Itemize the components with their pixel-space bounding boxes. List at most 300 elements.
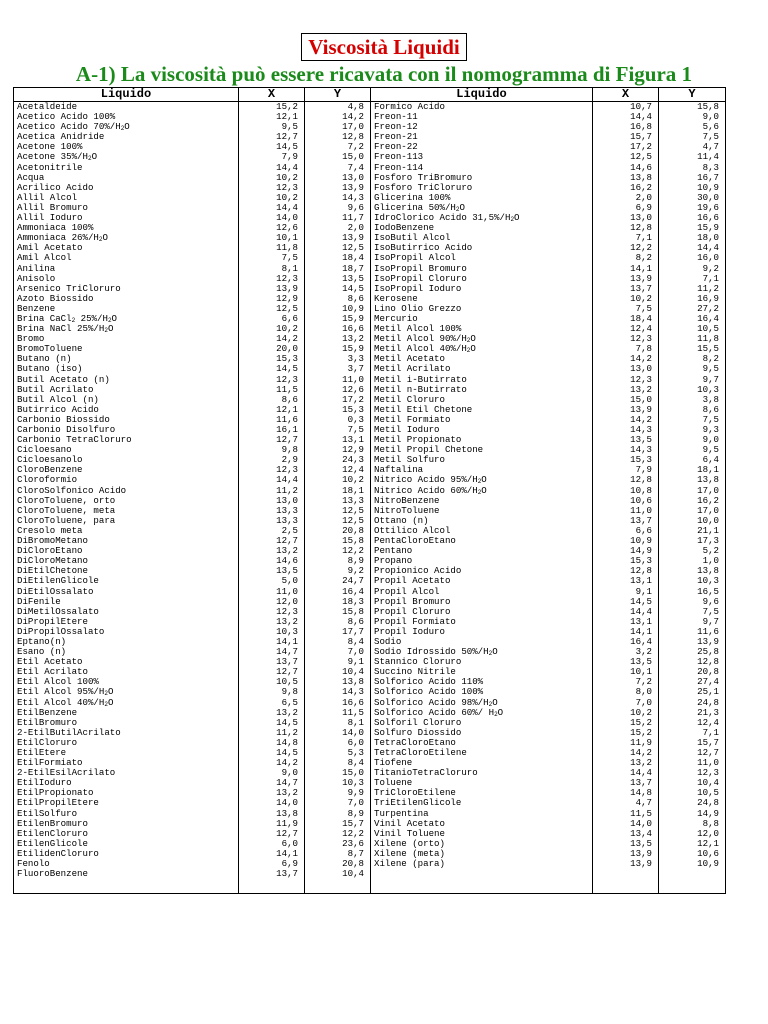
- y-value: 7,5: [659, 607, 726, 617]
- liquid-name: Propil Acetato: [371, 576, 593, 586]
- liquid-name: Acqua: [14, 173, 239, 183]
- liquid-name: Ottano (n): [371, 516, 593, 526]
- table-row: [14, 264, 726, 274]
- y-value: 8,3: [659, 163, 726, 173]
- table-row: [14, 869, 726, 894]
- y-value: 17,0: [305, 122, 371, 132]
- table-row: [14, 657, 726, 667]
- liquid-name: Allil Alcol: [14, 193, 239, 203]
- x-value: 15,3: [593, 556, 659, 566]
- liquid-name: Acetonitrile: [14, 163, 239, 173]
- liquid-name: TetraCloroEtano: [371, 738, 593, 748]
- liquid-name: Propil Cloruro: [371, 607, 593, 617]
- x-value: 7,0: [593, 698, 659, 708]
- table-row: [14, 667, 726, 677]
- liquid-name: Fosforo TriBromuro: [371, 173, 593, 183]
- liquid-name: EtilPropionato: [14, 788, 239, 798]
- x-value: 14,4: [593, 768, 659, 778]
- y-value: 13,8: [305, 677, 371, 687]
- liquid-name: Etil Acetato: [14, 657, 239, 667]
- table-row: [14, 788, 726, 798]
- liquid-name: Succino Nitrile: [371, 667, 593, 677]
- x-value: 14,4: [239, 163, 305, 173]
- y-value: 13,0: [305, 173, 371, 183]
- x-value: 12,0: [239, 597, 305, 607]
- liquid-name: Metil Formiato: [371, 415, 593, 425]
- liquid-name: Etil Alcol $40\%/H_2O$: [14, 698, 239, 708]
- y-value: 11,7: [305, 213, 371, 223]
- liquid-name: Acetico Acido $70\%/H_2O$: [14, 122, 239, 132]
- x-value: 13,1: [593, 576, 659, 586]
- table-row: [14, 314, 726, 324]
- table-row: [14, 445, 726, 455]
- y-value: 12,9: [305, 445, 371, 455]
- table-row: [14, 183, 726, 193]
- y-value: 15,0: [305, 768, 371, 778]
- liquid-name: Etil Acrilato: [14, 667, 239, 677]
- y-value: 10,2: [305, 475, 371, 485]
- x-value: 15,0: [593, 395, 659, 405]
- x-value: 8,1: [239, 264, 305, 274]
- liquid-name: Kerosene: [371, 294, 593, 304]
- x-value: 12,8: [593, 475, 659, 485]
- y-value: 10,9: [305, 304, 371, 314]
- liquid-name: Fenolo: [14, 859, 239, 869]
- y-value: 17,0: [659, 486, 726, 496]
- liquid-name: Benzene: [14, 304, 239, 314]
- x-value: 12,1: [239, 112, 305, 122]
- y-value: 12,5: [305, 243, 371, 253]
- table-row: [14, 486, 726, 496]
- y-value: 8,9: [305, 809, 371, 819]
- y-value: 10,4: [305, 869, 371, 894]
- y-value: 16,4: [659, 314, 726, 324]
- y-value: 12,2: [305, 546, 371, 556]
- table-row: [14, 425, 726, 435]
- liquid-name: EtilBromuro: [14, 718, 239, 728]
- x-value: 12,4: [593, 324, 659, 334]
- liquid-name: EtilFormiato: [14, 758, 239, 768]
- liquid-name: Glicerina 100%: [371, 193, 593, 203]
- liquid-name: Butil Acrilato: [14, 385, 239, 395]
- liquid-name: CloroToluene, para: [14, 516, 239, 526]
- y-value: 9,2: [305, 566, 371, 576]
- liquid-name: Freon-11: [371, 112, 593, 122]
- liquid-name: Amil Alcol: [14, 253, 239, 263]
- liquid-name: Sodio Idrossido $50\%/H_2O$: [371, 647, 593, 657]
- liquid-name: EtilIoduro: [14, 778, 239, 788]
- x-value: 12,3: [239, 465, 305, 475]
- table-row: [14, 163, 726, 173]
- table-row: [14, 819, 726, 829]
- table-row: [14, 415, 726, 425]
- x-value: 14,0: [239, 798, 305, 808]
- x-value: 12,7: [239, 435, 305, 445]
- y-value: 13,5: [305, 274, 371, 284]
- liquid-name: Brina NaCl $25\%/H_2O$: [14, 324, 239, 334]
- y-value: 10,9: [659, 183, 726, 193]
- liquid-name: Fosforo TriCloruro: [371, 183, 593, 193]
- y-value: 11,2: [659, 284, 726, 294]
- y-value: 18,7: [305, 264, 371, 274]
- y-value: 16,6: [659, 213, 726, 223]
- y-value: 9,1: [305, 657, 371, 667]
- liquid-name: Carbonio TetraCloruro: [14, 435, 239, 445]
- y-value: 7,5: [659, 415, 726, 425]
- liquid-name: Turpentina: [371, 809, 593, 819]
- x-value: 13,0: [593, 213, 659, 223]
- x-value: 14,7: [239, 647, 305, 657]
- x-value: 14,1: [239, 637, 305, 647]
- x-value: 11,2: [239, 486, 305, 496]
- table-row: [14, 455, 726, 465]
- table-row: [14, 526, 726, 536]
- table-row: [14, 344, 726, 354]
- x-value: 2,5: [239, 526, 305, 536]
- x-value: 9,0: [239, 768, 305, 778]
- y-value: 12,4: [305, 465, 371, 475]
- liquid-name: Metil Propil Chetone: [371, 445, 593, 455]
- liquid-name: Brina CaCl$_2$ $25\%/H_2O$: [14, 314, 239, 324]
- liquid-name: IsoPropil Bromuro: [371, 264, 593, 274]
- table-row: [14, 647, 726, 657]
- x-value: 14,1: [593, 627, 659, 637]
- x-value: 14,5: [239, 142, 305, 152]
- liquid-name: CloroToluene, meta: [14, 506, 239, 516]
- liquid-name: EtilEtere: [14, 748, 239, 758]
- x-value: 10,9: [593, 536, 659, 546]
- y-value: 12,3: [659, 768, 726, 778]
- x-value: 14,5: [239, 718, 305, 728]
- liquid-name: Sodio: [371, 637, 593, 647]
- x-value: 11,9: [239, 819, 305, 829]
- liquid-name: Formico Acido: [371, 102, 593, 113]
- x-value: 13,2: [239, 788, 305, 798]
- table-row: [14, 435, 726, 445]
- y-value: 14,5: [305, 284, 371, 294]
- x-value: 12,7: [239, 829, 305, 839]
- liquid-name: Carbonio Biossido: [14, 415, 239, 425]
- liquid-name: DiEtilenGlicole: [14, 576, 239, 586]
- x-value: 3,2: [593, 647, 659, 657]
- table-row: [14, 506, 726, 516]
- x-value: 16,4: [593, 637, 659, 647]
- y-value: 15,3: [305, 405, 371, 415]
- table-row: [14, 304, 726, 314]
- liquid-name: Butil Acetato (n): [14, 375, 239, 385]
- y-value: 12,2: [305, 829, 371, 839]
- x-value: 7,1: [593, 233, 659, 243]
- x-value: 12,5: [239, 304, 305, 314]
- liquid-name: Metil Alcol $40\%/H_2O$: [371, 344, 593, 354]
- x-value: 11,9: [593, 738, 659, 748]
- y-value: 16,2: [659, 496, 726, 506]
- liquid-name: Metil Ioduro: [371, 425, 593, 435]
- y-value: 10,3: [659, 385, 726, 395]
- y-value: 8,1: [305, 718, 371, 728]
- x-value: 12,1: [239, 405, 305, 415]
- liquid-name: Allil Ioduro: [14, 213, 239, 223]
- y-value: 13,9: [305, 183, 371, 193]
- table-row: [14, 193, 726, 203]
- x-value: 12,3: [239, 375, 305, 385]
- x-value: 13,2: [239, 546, 305, 556]
- table-row: [14, 809, 726, 819]
- table-row: [14, 829, 726, 839]
- header-row: [14, 88, 726, 102]
- y-value: 9,3: [659, 425, 726, 435]
- liquid-name: TitanioTetraCloruro: [371, 768, 593, 778]
- table-row: [14, 718, 726, 728]
- y-value: 8,7: [305, 849, 371, 859]
- y-value: 14,2: [305, 112, 371, 122]
- y-value: 1,0: [659, 556, 726, 566]
- y-value: 15,7: [659, 738, 726, 748]
- table-row: [14, 375, 726, 385]
- liquid-name: Butano (iso): [14, 364, 239, 374]
- liquid-name: Tiofene: [371, 758, 593, 768]
- liquid-name: Metil Cloruro: [371, 395, 593, 405]
- liquid-name: Acetaldeide: [14, 102, 239, 113]
- liquid-name: Toluene: [371, 778, 593, 788]
- table-row: [14, 546, 726, 556]
- x-value: 15,2: [593, 728, 659, 738]
- y-value: 30,0: [659, 193, 726, 203]
- table-row: [14, 395, 726, 405]
- liquid-name: Eptano(n): [14, 637, 239, 647]
- x-value: 10,2: [239, 173, 305, 183]
- table-row: [14, 728, 726, 738]
- y-value: 11,0: [659, 758, 726, 768]
- x-value: 12,7: [239, 132, 305, 142]
- liquid-name: TriCloroEtilene: [371, 788, 593, 798]
- header-y-left: Y: [305, 88, 371, 102]
- y-value: 12,4: [659, 718, 726, 728]
- x-value: 15,7: [593, 132, 659, 142]
- x-value: 9,1: [593, 587, 659, 597]
- liquid-name: Anilina: [14, 264, 239, 274]
- liquid-name: Solfuro Diossido: [371, 728, 593, 738]
- liquid-name: EtilPropilEtere: [14, 798, 239, 808]
- y-value: 13,8: [659, 475, 726, 485]
- table-row: [14, 324, 726, 334]
- table-row: [14, 173, 726, 183]
- liquid-name: Etil Alcol 100%: [14, 677, 239, 687]
- y-value: 10,5: [659, 788, 726, 798]
- x-value: 9,8: [239, 445, 305, 455]
- liquid-name: Allil Bromuro: [14, 203, 239, 213]
- liquid-name: EtilenCloruro: [14, 829, 239, 839]
- x-value: 14,5: [239, 748, 305, 758]
- x-value: 18,4: [593, 314, 659, 324]
- x-value: 7,5: [593, 304, 659, 314]
- y-value: 20,8: [659, 667, 726, 677]
- x-value: 6,6: [593, 526, 659, 536]
- liquid-name: Nitrico Acido $95\%/H_2O$: [371, 475, 593, 485]
- x-value: 14,0: [593, 819, 659, 829]
- liquid-name: DiFenile: [14, 597, 239, 607]
- liquid-name: Freon-21: [371, 132, 593, 142]
- liquid-name: Amil Acetato: [14, 243, 239, 253]
- x-value: 20,0: [239, 344, 305, 354]
- table-row: [14, 708, 726, 718]
- table-row: [14, 354, 726, 364]
- x-value: 14,3: [593, 445, 659, 455]
- x-value: 10,3: [239, 627, 305, 637]
- x-value: 14,8: [593, 788, 659, 798]
- x-value: 13,0: [239, 496, 305, 506]
- table-row: [14, 516, 726, 526]
- table-body: [14, 102, 726, 894]
- table-row: [14, 496, 726, 506]
- table-row: [14, 274, 726, 284]
- liquid-name: IsoButil Alcol: [371, 233, 593, 243]
- table-row: [14, 142, 726, 152]
- x-value: 14,7: [239, 778, 305, 788]
- table-row: [14, 243, 726, 253]
- x-value: 7,9: [593, 465, 659, 475]
- liquid-name: DiBromoMetano: [14, 536, 239, 546]
- x-value: 10,5: [239, 677, 305, 687]
- y-value: 9,0: [659, 435, 726, 445]
- liquid-name: Bromo: [14, 334, 239, 344]
- x-value: 13,2: [593, 385, 659, 395]
- liquid-name: Ammoniaca $26\%/H_2O$: [14, 233, 239, 243]
- x-value: 6,6: [239, 314, 305, 324]
- liquid-name: Metil Solfuro: [371, 455, 593, 465]
- x-value: 12,3: [239, 274, 305, 284]
- liquid-name: Pentano: [371, 546, 593, 556]
- x-value: 13,3: [239, 516, 305, 526]
- y-value: 18,4: [305, 253, 371, 263]
- liquid-name: [371, 869, 593, 894]
- x-value: 14,4: [593, 112, 659, 122]
- liquid-name: BromoToluene: [14, 344, 239, 354]
- y-value: 15,9: [659, 223, 726, 233]
- liquid-name: Propil Formiato: [371, 617, 593, 627]
- liquid-name: Solforil Cloruro: [371, 718, 593, 728]
- table-row: [14, 849, 726, 859]
- y-value: 16,0: [659, 253, 726, 263]
- y-value: 9,2: [659, 264, 726, 274]
- x-value: 13,7: [239, 657, 305, 667]
- liquid-name: Esano (n): [14, 647, 239, 657]
- table-row: [14, 253, 726, 263]
- table-row: [14, 122, 726, 132]
- table-row: [14, 617, 726, 627]
- table-row: [14, 334, 726, 344]
- liquid-name: Cicloesano: [14, 445, 239, 455]
- y-value: 21,1: [659, 526, 726, 536]
- x-value: 11,0: [593, 506, 659, 516]
- x-value: 10,2: [239, 324, 305, 334]
- header-x-left: X: [239, 88, 305, 102]
- x-value: 10,2: [239, 193, 305, 203]
- y-value: 18,0: [659, 233, 726, 243]
- liquid-name: Xilene (orto): [371, 839, 593, 849]
- x-value: 13,1: [593, 617, 659, 627]
- x-value: 2,9: [239, 455, 305, 465]
- y-value: 15,7: [305, 819, 371, 829]
- y-value: 8,6: [305, 294, 371, 304]
- x-value: 11,2: [239, 728, 305, 738]
- y-value: 10,9: [659, 859, 726, 869]
- y-value: 9,5: [659, 445, 726, 455]
- x-value: 10,2: [593, 708, 659, 718]
- y-value: 20,8: [305, 859, 371, 869]
- y-value: 7,1: [659, 728, 726, 738]
- page-title: Viscosità Liquidi: [301, 33, 467, 61]
- y-value: 8,6: [659, 405, 726, 415]
- liquid-name: Anisolo: [14, 274, 239, 284]
- x-value: 12,6: [239, 223, 305, 233]
- x-value: 13,9: [593, 405, 659, 415]
- liquid-name: Arsenico TriCloruro: [14, 284, 239, 294]
- liquid-name: Cloroformio: [14, 475, 239, 485]
- x-value: 14,5: [593, 597, 659, 607]
- x-value: 14,3: [593, 425, 659, 435]
- liquid-name: 2-EtilButilAcrilato: [14, 728, 239, 738]
- liquid-name: 2-EtilEsilAcrilato: [14, 768, 239, 778]
- x-value: 14,2: [239, 758, 305, 768]
- liquid-name: Butil Alcol (n): [14, 395, 239, 405]
- y-value: 15,8: [305, 607, 371, 617]
- table-header: [14, 88, 726, 102]
- x-value: 13,2: [593, 758, 659, 768]
- y-value: 3,7: [305, 364, 371, 374]
- y-value: 9,0: [659, 112, 726, 122]
- liquid-name: Ammoniaca 100%: [14, 223, 239, 233]
- header-liquido-left: Liquido: [14, 88, 239, 102]
- x-value: 14,8: [239, 738, 305, 748]
- liquid-name: Azoto Biossido: [14, 294, 239, 304]
- liquid-name: Mercurio: [371, 314, 593, 324]
- table-row: [14, 294, 726, 304]
- liquid-name: Solforico Acido $98\%/H_2O$: [371, 698, 593, 708]
- table-row: [14, 556, 726, 566]
- y-value: 9,7: [659, 617, 726, 627]
- x-value: 14,6: [593, 163, 659, 173]
- y-value: 18,3: [305, 597, 371, 607]
- page-subtitle: A-1) La viscosità può essere ricavata con il nomogramma di Figura 1: [75, 62, 693, 86]
- x-value: 12,3: [593, 375, 659, 385]
- y-value: 8,6: [305, 617, 371, 627]
- x-value: 13,8: [239, 809, 305, 819]
- liquid-name: DiEtilChetone: [14, 566, 239, 576]
- y-value: 3,3: [305, 354, 371, 364]
- y-value: 10,4: [659, 778, 726, 788]
- x-value: 15,3: [239, 354, 305, 364]
- y-value: 23,6: [305, 839, 371, 849]
- y-value: 25,1: [659, 687, 726, 697]
- table-row: [14, 687, 726, 697]
- x-value: 6,0: [239, 839, 305, 849]
- y-value: 10,6: [659, 849, 726, 859]
- y-value: 12,7: [659, 748, 726, 758]
- x-value: 7,5: [239, 253, 305, 263]
- x-value: 10,8: [593, 486, 659, 496]
- x-value: 13,7: [239, 869, 305, 894]
- table-row: [14, 152, 726, 162]
- viscosity-table: [13, 87, 726, 894]
- x-value: 14,4: [239, 203, 305, 213]
- liquid-name: DiEtilOssalato: [14, 587, 239, 597]
- y-value: 8,8: [659, 819, 726, 829]
- liquid-name: Acetico Acido 100%: [14, 112, 239, 122]
- liquid-name: Etil Alcol $95\%/H_2O$: [14, 687, 239, 697]
- x-value: 14,5: [239, 364, 305, 374]
- y-value: 11,0: [305, 375, 371, 385]
